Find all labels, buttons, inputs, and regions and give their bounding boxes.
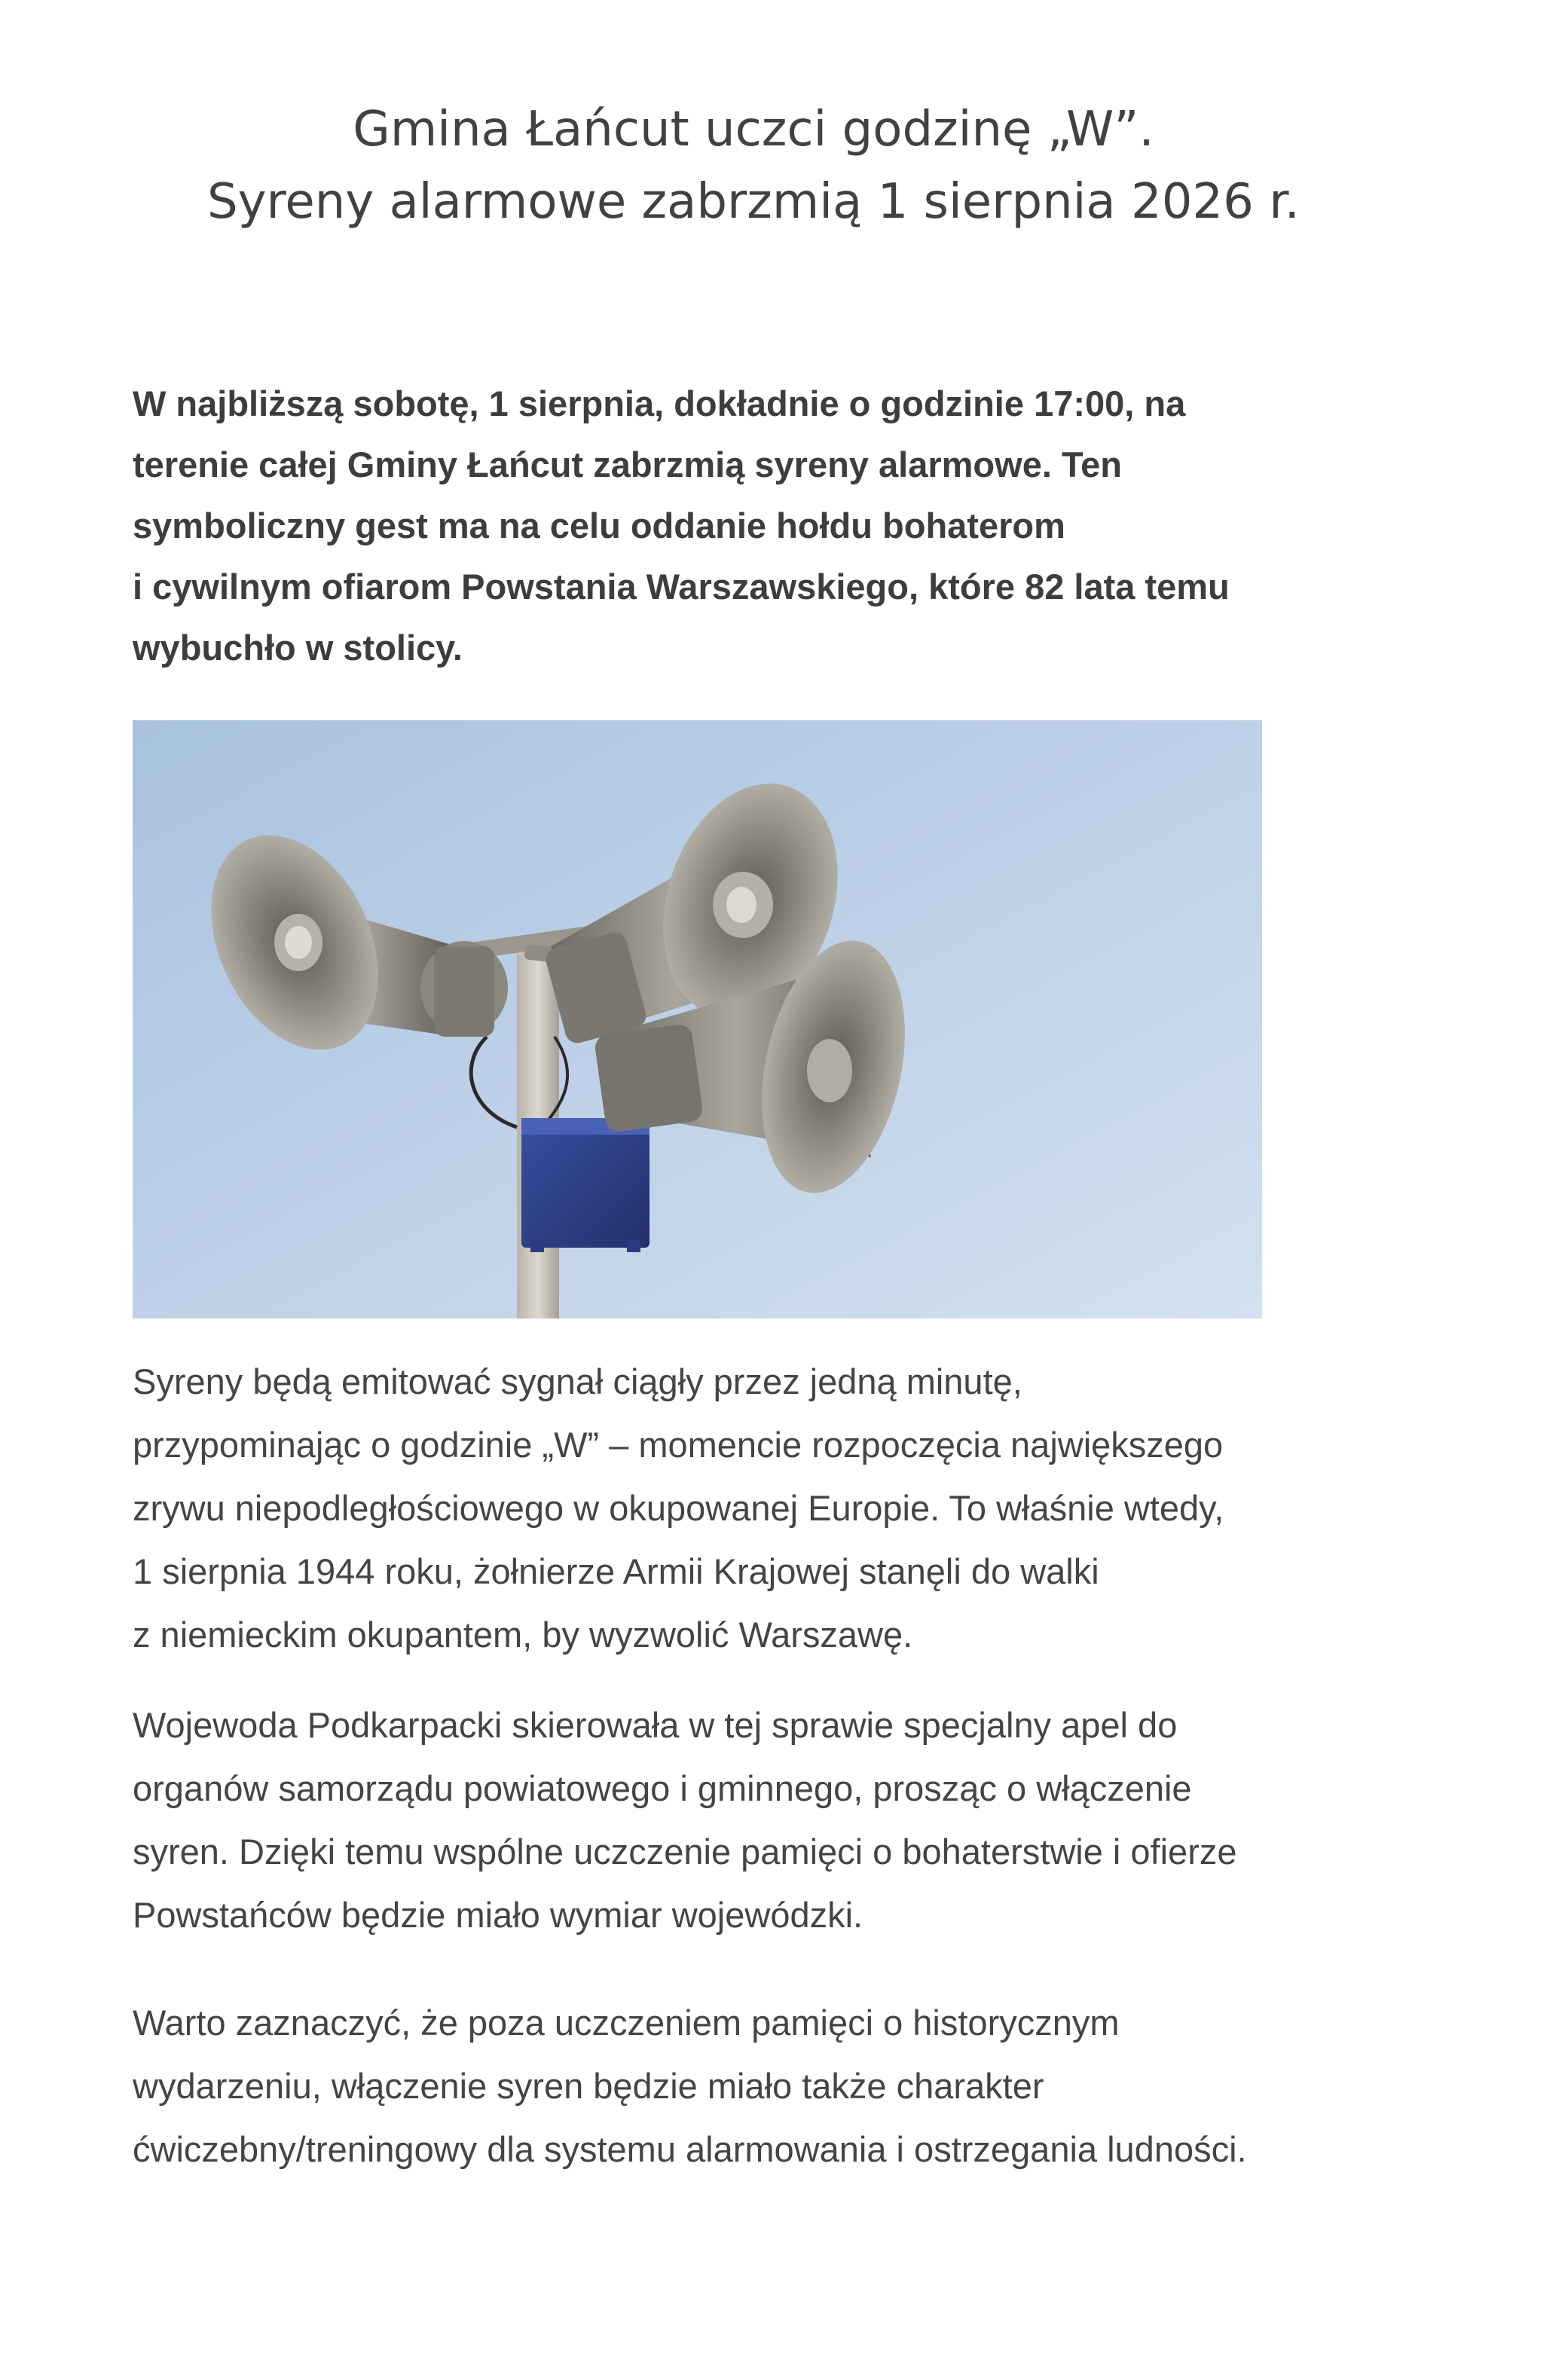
paragraph-line: organów samorządu powiatowego i gminnego, prosząc o włączenie: [133, 1768, 1192, 1808]
lead-line: terenie całej Gminy Łańcut zabrzmią syreny alarmowe. Ten: [133, 445, 1123, 484]
paragraph-line: 1 sierpnia 1944 roku, żołnierze Armii Krajowej stanęli do walki: [133, 1551, 1099, 1591]
lead-line: symboliczny gest ma na celu oddanie hołdu bohaterom: [133, 506, 1065, 545]
paragraph-line: wydarzeniu, włączenie syren będzie miało także charakter: [133, 2066, 1044, 2106]
article-title: [90, 93, 1417, 238]
paragraph-line: przypominając o godzinie „W” – momencie rozpoczęcia największego: [133, 1425, 1224, 1465]
paragraph-line: Wojewoda Podkarpacki skierowała w tej sprawie specjalny apel do: [133, 1705, 1178, 1745]
article-paragraph-3: [133, 1991, 1489, 2181]
paragraph-line: syren. Dzięki temu wspólne uczczenie pamięci o bohaterstwie i ofierze: [133, 1832, 1237, 1872]
siren-horns-on-pole-icon: [133, 720, 1262, 1319]
lead-line: wybuchło w stolicy.: [133, 628, 463, 668]
article-paragraph-1: [133, 1350, 1489, 1667]
article-title-line-1: Gmina Łańcut uczci godzinę „W”.: [353, 102, 1154, 157]
paragraph-line: zrywu niepodległościowego w okupowanej Europie. To właśnie wtedy,: [133, 1488, 1224, 1528]
paragraph-line: Syreny będą emitować sygnał ciągły przez jedną minutę,: [133, 1361, 1022, 1401]
article-photo-sirens: [133, 720, 1262, 1319]
article-title-line-2: Syreny alarmowe zabrzmią 1 sierpnia 2026 r.: [207, 174, 1300, 230]
paragraph-line: Warto zaznaczyć, że poza uczczeniem pamięci o historycznym: [133, 2003, 1120, 2043]
paragraph-line: z niemieckim okupantem, by wyzwolić Warszawę.: [133, 1615, 913, 1655]
article-paragraph-2: [133, 1694, 1489, 1947]
lead-line: i cywilnym ofiarom Powstania Warszawskiego, które 82 lata temu: [133, 567, 1230, 607]
article-lead: [133, 373, 1459, 678]
lead-line: W najbliższą sobotę, 1 sierpnia, dokładnie o godzinie 17:00, na: [133, 383, 1186, 423]
paragraph-line: ćwiczebny/treningowy dla systemu alarmowania i ostrzegania ludności.: [133, 2129, 1247, 2169]
siren-control-box: [521, 1118, 650, 1252]
paragraph-line: Powstańców będzie miało wymiar wojewódzki.: [133, 1895, 863, 1935]
